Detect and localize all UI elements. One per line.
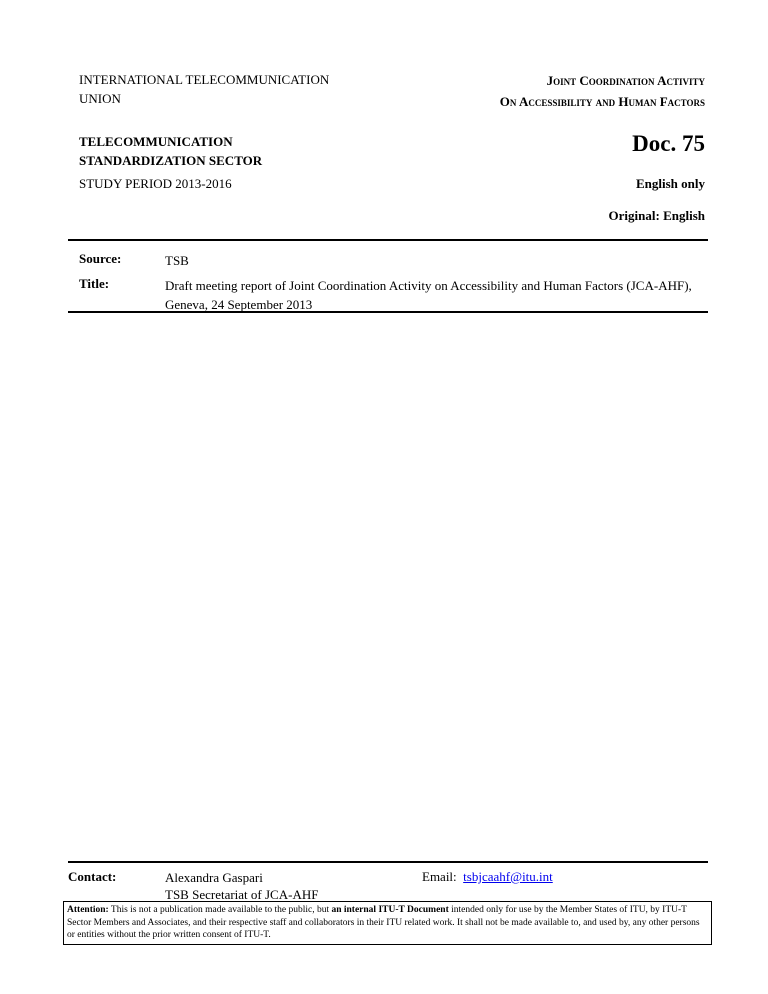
contact-email — [422, 869, 553, 885]
sector-name — [79, 132, 379, 170]
top-divider — [68, 239, 708, 241]
organization-line-2: UNION — [79, 91, 121, 106]
language-note: English only — [635, 176, 705, 191]
jca-line-2: On Accessibility and Human Factors — [499, 94, 705, 109]
attention-text-1: This is not a publication made available to the public, but — [108, 905, 332, 915]
study-period: STUDY PERIOD 2013-2016 — [79, 176, 232, 191]
contact-details — [165, 869, 318, 903]
contact-divider — [68, 861, 708, 863]
contact-name: Alexandra Gaspari — [165, 870, 263, 885]
attention-text-2: intended only for use by the Member States of ITU, by ITU-T Sector Members and Associates, and their respective staff and collaborators in their ITU related work. It shall not be made available to, and used by, any other persons or entities without the prior written consent of ITU-T. — [67, 905, 700, 940]
contact-role: TSB Secretariat of JCA-AHF — [165, 887, 319, 902]
title-divider — [68, 311, 708, 313]
title-label: Title: — [79, 276, 110, 291]
sector-line-1: TELECOMMUNICATION — [79, 134, 233, 149]
attention-label: Attention: — [67, 905, 109, 915]
attention-notice — [63, 901, 712, 945]
contact-label: Contact: — [68, 869, 117, 884]
source-label: Source: — [79, 251, 122, 266]
attention-emphasis: an internal ITU-T Document — [331, 905, 449, 915]
email-label: Email: — [422, 869, 457, 884]
sector-line-2: STANDARDIZATION SECTOR — [79, 153, 263, 168]
organization-line-1: INTERNATIONAL TELECOMMUNICATION — [79, 72, 330, 87]
jca-name — [345, 70, 705, 112]
original-language: Original: English — [608, 208, 705, 223]
document-number: Doc. 75 — [632, 131, 705, 156]
source-value: TSB — [165, 253, 189, 268]
title-value: Draft meeting report of Joint Coordination Activity on Accessibility and Human Factors (JCA-AHF), Geneva, 24 September 2013 — [165, 278, 692, 312]
jca-line-1: Joint Coordination Activity — [546, 73, 705, 88]
email-link[interactable]: tsbjcaahf@itu.int — [463, 869, 553, 884]
